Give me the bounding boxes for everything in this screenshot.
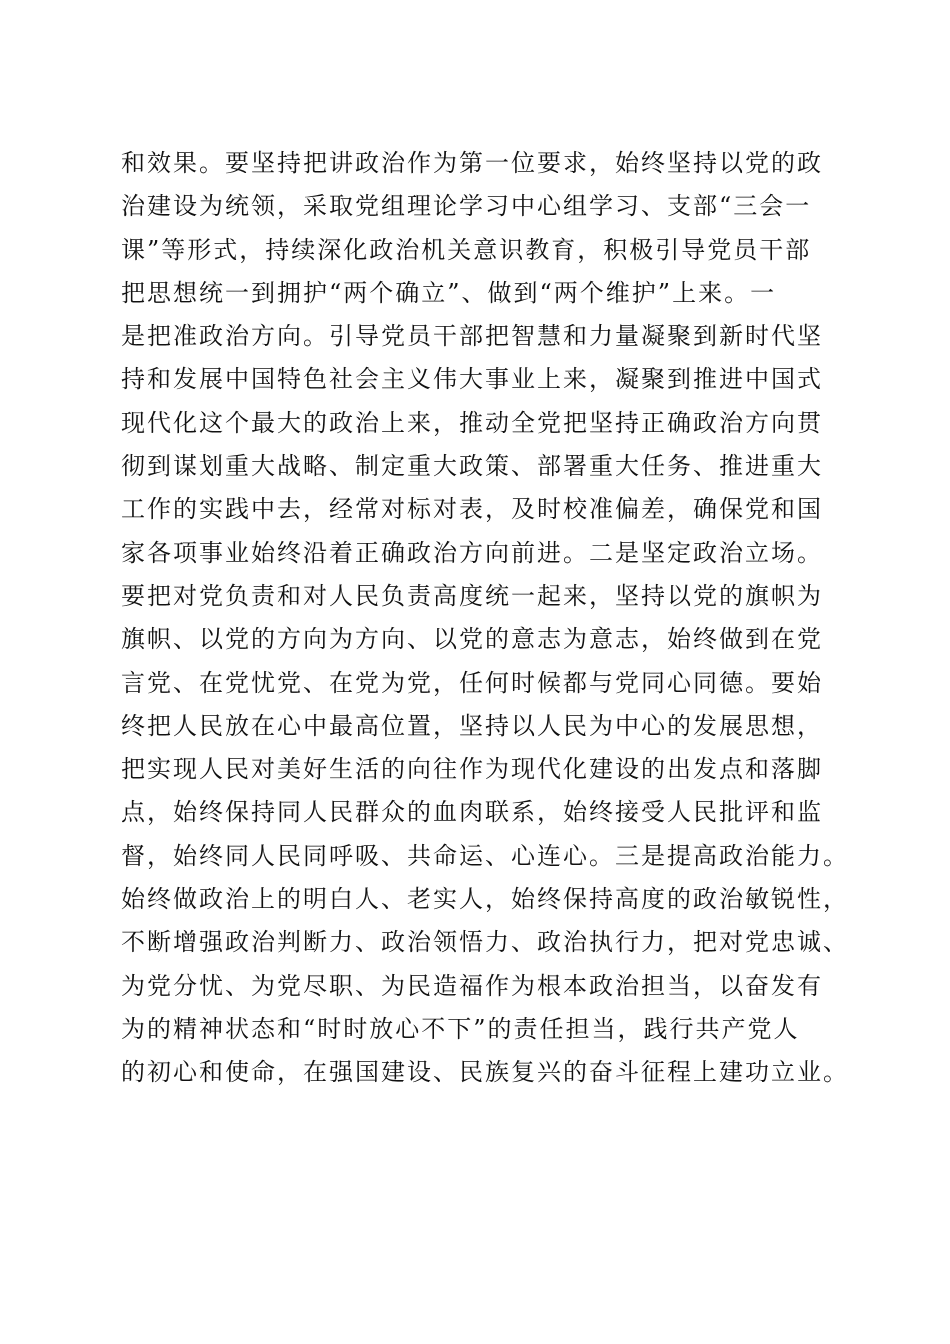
- text-line: 不断增强政治判断力、政治领悟力、政治执行力，把对党忠诚、: [121, 928, 849, 957]
- text-line: 的初心和使命，在强国建设、民族复兴的奋斗征程上建功立业。: [121, 1058, 849, 1087]
- text-line: 和效果。要坚持把讲政治作为第一位要求，始终坚持以党的政: [121, 149, 823, 177]
- body-paragraph: [121, 142, 849, 1095]
- text-line: 持和发展中国特色社会主义伟大事业上来，凝聚到推进中国式: [121, 365, 823, 394]
- text-line: 为党分忧、为党尽职、为民造福作为根本政治担当，以奋发有: [121, 971, 823, 1000]
- text-line: 工作的实践中去，经常对标对表，及时校准偏差，确保党和国: [121, 495, 823, 524]
- text-line: 治建设为统领，采取党组理论学习中心组学习、支部“三会一: [121, 192, 812, 221]
- text-line: 是把准政治方向。引导党员干部把智慧和力量凝聚到新时代坚: [121, 322, 823, 351]
- text-line: 家各项事业始终沿着正确政治方向前进。二是坚定政治立场。: [121, 538, 823, 567]
- text-line: 点，始终保持同人民群众的血肉联系，始终接受人民批评和监: [121, 798, 823, 827]
- text-line: 终把人民放在心中最高位置，坚持以人民为中心的发展思想，: [121, 711, 823, 740]
- text-line: 彻到谋划重大战略、制定重大政策、部署重大任务、推进重大: [121, 452, 823, 481]
- text-line: 言党、在党忧党、在党为党，任何时候都与党同心同德。要始: [121, 668, 823, 697]
- text-line: 课”等形式，持续深化政治机关意识教育，积极引导党员干部: [121, 235, 812, 264]
- text-line: 旗帜、以党的方向为方向、以党的意志为意志，始终做到在党: [121, 625, 823, 654]
- text-line: 把思想统一到拥护“两个确立”、做到“两个维护”上来。一: [121, 278, 777, 307]
- text-line: 要把对党负责和对人民负责高度统一起来，坚持以党的旗帜为: [121, 581, 823, 610]
- text-line: 督，始终同人民同呼吸、共命运、心连心。三是提高政治能力。: [121, 841, 849, 870]
- text-line: 现代化这个最大的政治上来，推动全党把坚持正确政治方向贯: [121, 408, 823, 437]
- text-line: 始终做政治上的明白人、老实人，始终保持高度的政治敏锐性，: [121, 885, 849, 914]
- text-line: 为的精神状态和“时时放心不下”的责任担当，践行共产党人: [121, 1014, 800, 1043]
- text-line: 把实现人民对美好生活的向往作为现代化建设的出发点和落脚: [121, 755, 823, 784]
